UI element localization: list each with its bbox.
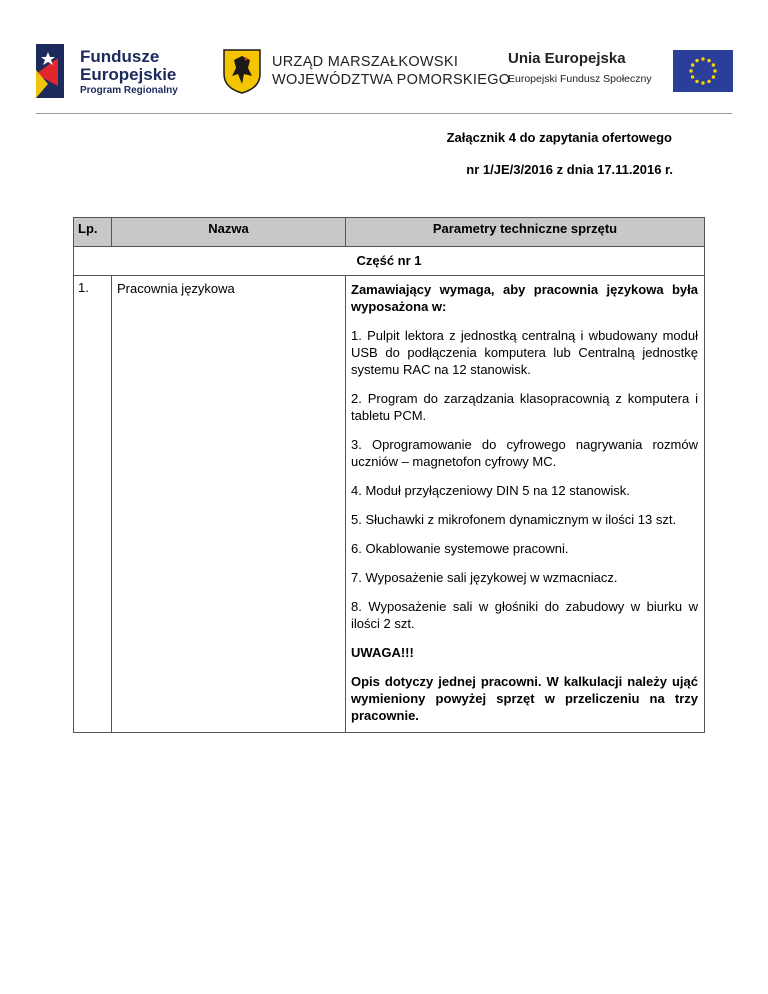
equipment-table — [73, 217, 705, 733]
eu-flag-icon — [673, 50, 733, 92]
table-header-row — [74, 218, 705, 247]
fe-emblem-icon — [36, 44, 76, 98]
param-item: 7. Wyposażenie sali językowej w wzmacniacz. — [351, 570, 618, 585]
header-lp: Lp. — [74, 218, 112, 247]
eu-logo-line1: Unia Europejska — [508, 50, 626, 67]
fe-logo-line3: Program Regionalny — [80, 85, 178, 96]
param-item: 8. Wyposażenie sali w głośniki do zabudowy w biurku w ilości 2 szt. — [351, 599, 698, 631]
param-item: 2. Program do zarządzania klasopracownią z komputera i tabletu PCM. — [351, 391, 698, 423]
warning-note: Opis dotyczy jednej pracowni. W kalkulacji należy ująć wymieniony powyżej sprzęt w przeliczeniu na trzy pracownie. — [351, 674, 698, 723]
um-logo-line2: WOJEWÓDZTWA POMORSKIEGO — [272, 72, 511, 88]
unia-europejska-logo — [508, 50, 733, 96]
header-nazwa: Nazwa — [112, 218, 346, 247]
param-item: 5. Słuchawki z mikrofonem dynamicznym w ilości 13 szt. — [351, 512, 677, 527]
param-item: 4. Moduł przyłączeniowy DIN 5 na 12 stanowisk. — [351, 483, 630, 498]
attachment-reference: nr 1/JE/3/2016 z dnia 17.11.2016 r. — [466, 162, 673, 177]
header-divider — [36, 113, 732, 114]
fe-logo-line1: Fundusze — [80, 47, 160, 66]
attachment-title: Załącznik 4 do zapytania ofertowego — [446, 130, 672, 145]
section-row — [74, 247, 705, 276]
param-item: 1. Pulpit lektora z jednostką centralną i wbudowany moduł USB do podłączenia komputera lub Centralną jednostkę systemu RAC na 12 stanowisk. — [351, 328, 698, 377]
fundusze-europejskie-logo — [36, 44, 196, 99]
param-intro: Zamawiający wymaga, aby pracownia językowa była wyposażona w: — [351, 282, 698, 314]
um-logo-line1: URZĄD MARSZAŁKOWSKI — [272, 54, 459, 70]
row-nazwa: Pracownia językowa — [112, 276, 346, 733]
table-row — [74, 276, 705, 733]
param-item: 3. Oprogramowanie do cyfrowego nagrywania rozmów uczniów – magnetofon cyfrowy MC. — [351, 437, 698, 469]
urzad-marszalkowski-logo — [222, 48, 511, 94]
section-title: Część nr 1 — [74, 247, 705, 276]
griffin-crest-icon — [222, 48, 262, 94]
row-parametry — [346, 276, 705, 733]
header-parametry: Parametry techniczne sprzętu — [346, 218, 705, 247]
warning-label: UWAGA!!! — [351, 645, 414, 660]
page-header — [0, 0, 768, 115]
param-item: 6. Okablowanie systemowe pracowni. — [351, 541, 569, 556]
row-lp: 1. — [74, 276, 112, 733]
eu-logo-line2: Europejski Fundusz Społeczny — [508, 73, 652, 85]
fe-logo-line2: Europejskie — [80, 65, 177, 84]
